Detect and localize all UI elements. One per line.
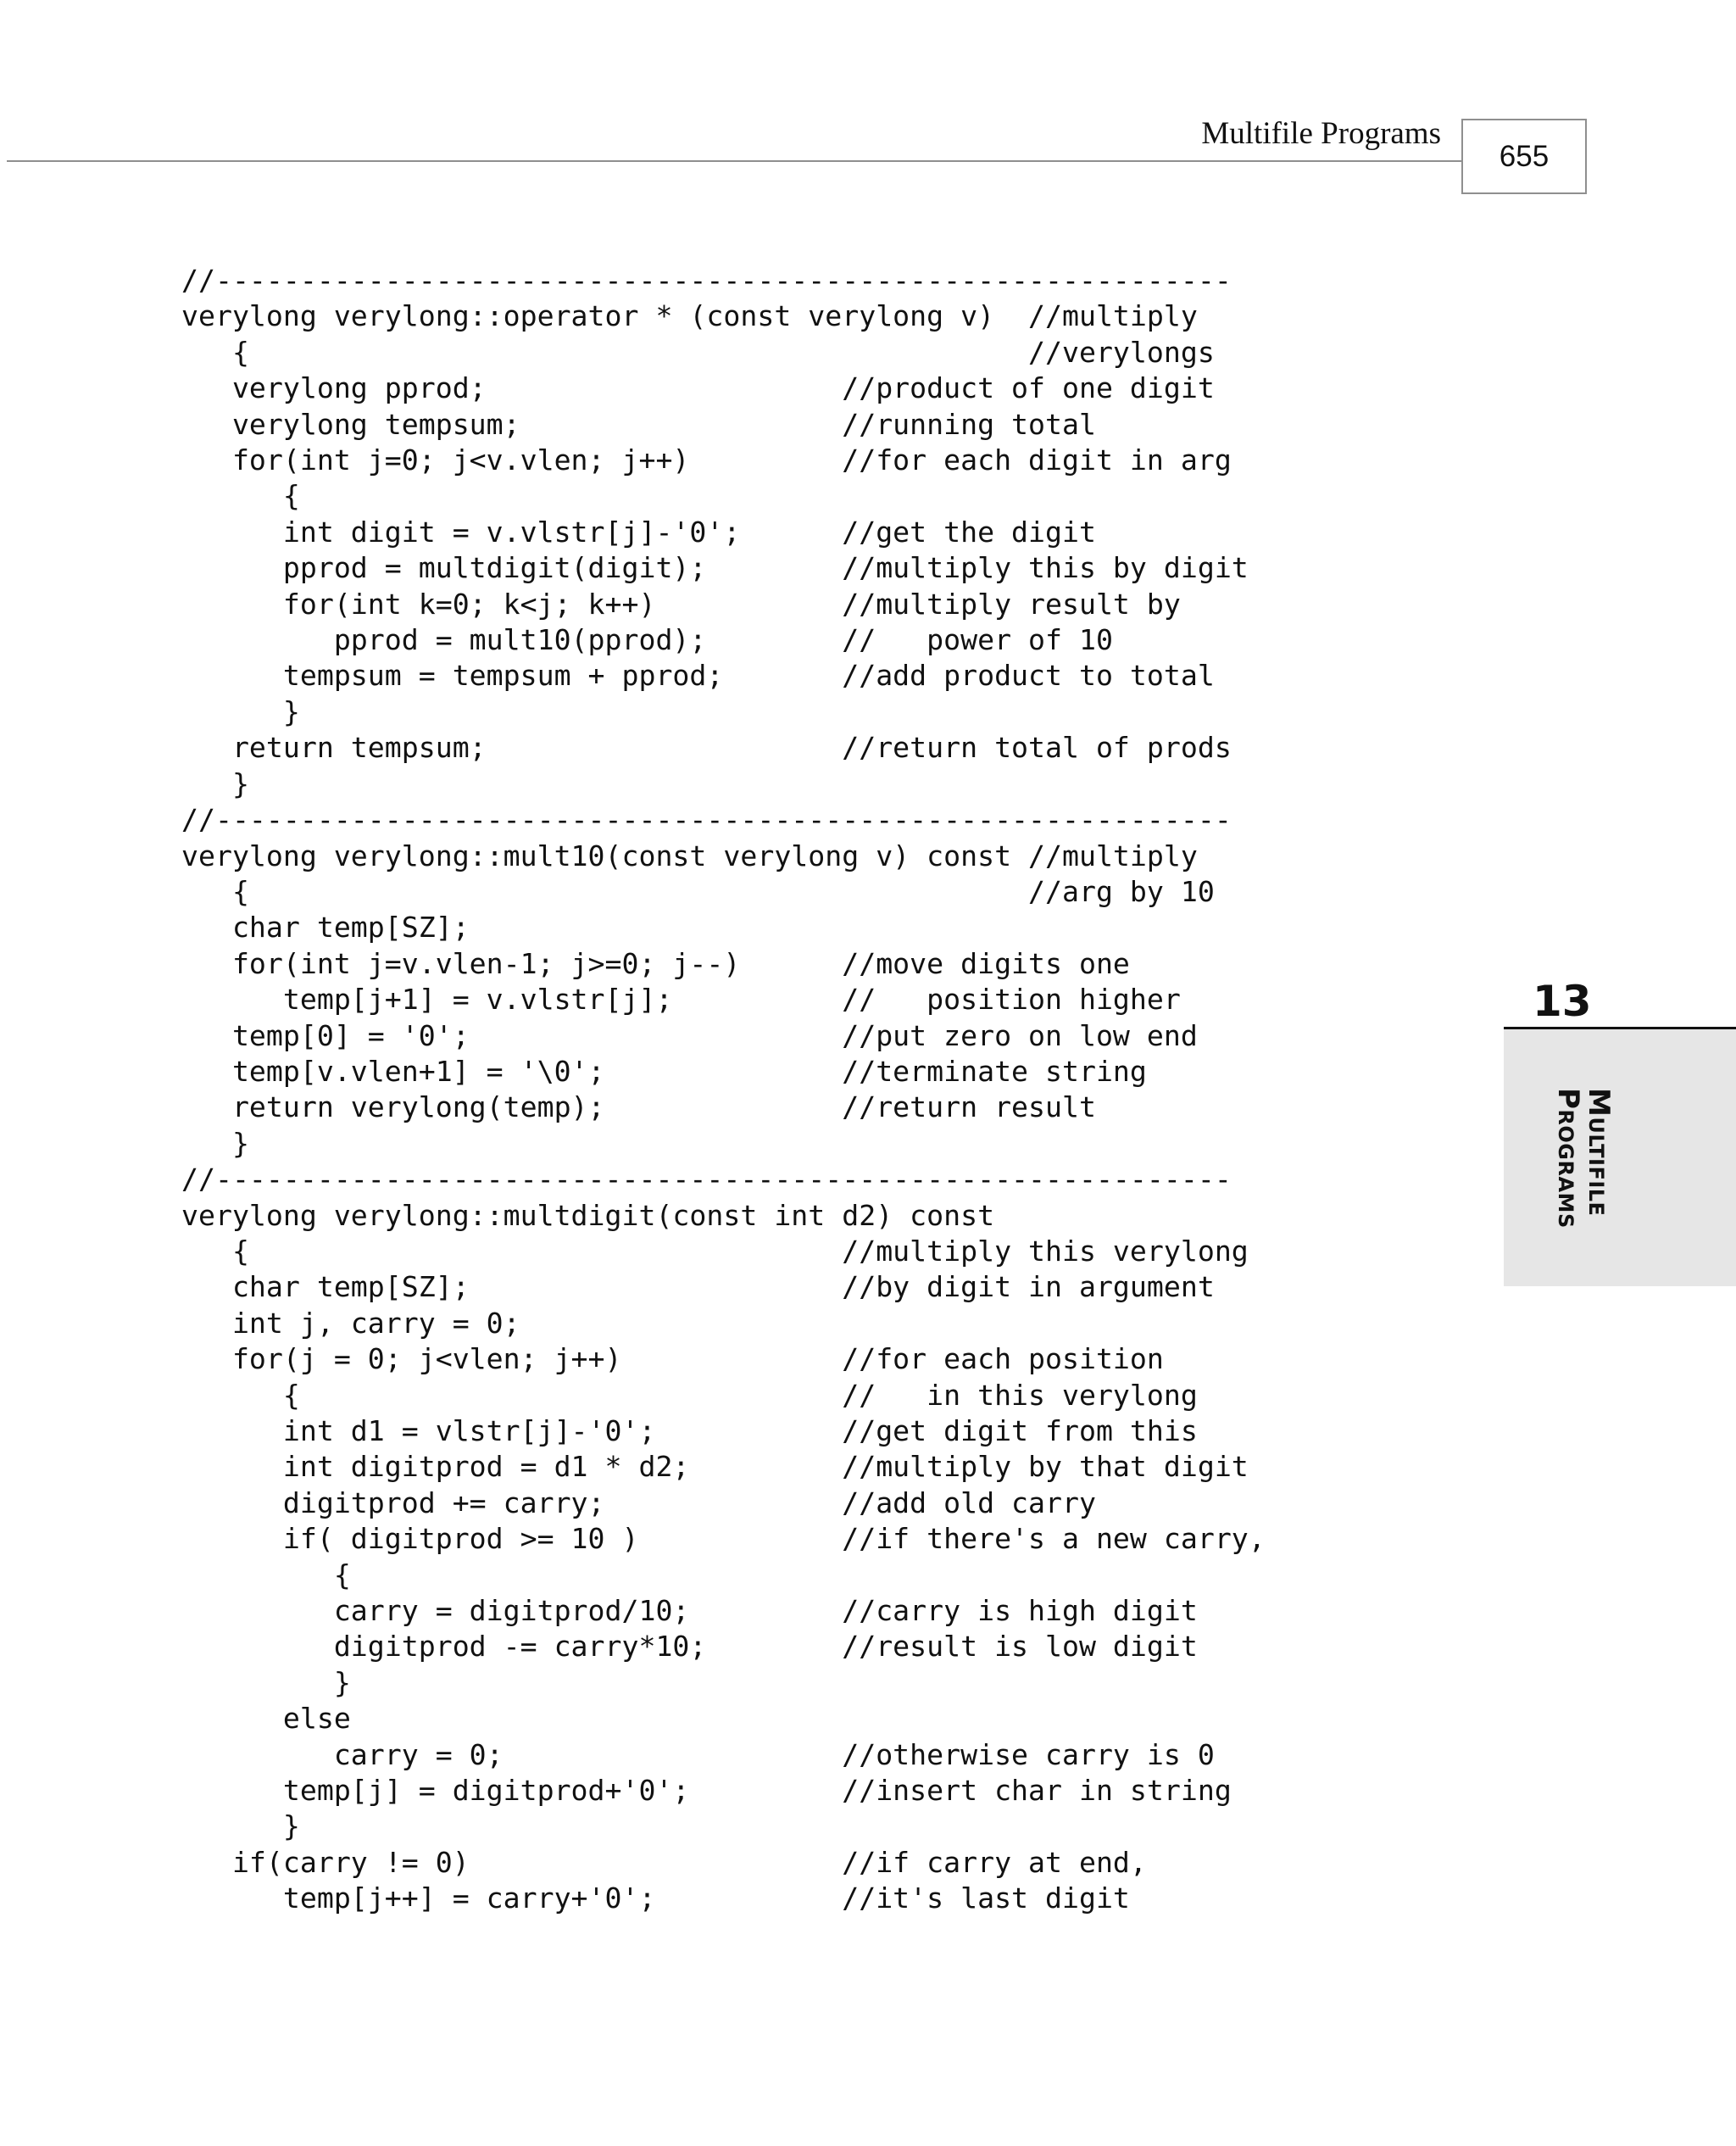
code-line: carry = digitprod/10; //carry is high digit: [181, 1594, 1198, 1628]
code-line: pprod = multdigit(digit); //multiply this by digit: [181, 551, 1249, 585]
page-number: 655: [1461, 119, 1587, 194]
code-line: for(int k=0; k<j; k++) //multiply result by: [181, 587, 1181, 621]
code-line: }: [181, 766, 249, 800]
code-listing: [181, 263, 1266, 1917]
code-line: pprod = mult10(pprod); // power of 10: [181, 623, 1113, 657]
code-line: else: [181, 1702, 351, 1736]
code-line: { //multiply this verylong: [181, 1234, 1249, 1268]
code-line: temp[v.vlen+1] = '\0'; //terminate string: [181, 1054, 1147, 1088]
code-line: { //verylongs: [181, 335, 1215, 369]
code-line: { //arg by 10: [181, 874, 1215, 908]
code-line: {: [181, 1558, 351, 1591]
code-line: for(j = 0; j<vlen; j++) //for each position: [181, 1342, 1164, 1376]
code-line: {: [181, 479, 300, 513]
chapter-tab-title: [1553, 1088, 1614, 1240]
chapter-tab: [1504, 1029, 1736, 1286]
chapter-tab-title-line1: Multifile: [1582, 1088, 1616, 1217]
code-line: temp[j+1] = v.vlstr[j]; // position higher: [181, 983, 1181, 1017]
code-line: //------------------------------------------------------------: [181, 264, 1232, 297]
code-line: //------------------------------------------------------------: [181, 803, 1232, 837]
code-line: { // in this verylong: [181, 1378, 1198, 1412]
code-line: verylong pprod; //product of one digit: [181, 371, 1215, 405]
code-line: for(int j=v.vlen-1; j>=0; j--) //move digits one: [181, 946, 1130, 980]
chapter-number: 13: [1533, 977, 1592, 1026]
code-line: }: [181, 694, 300, 728]
code-line: int d1 = vlstr[j]-'0'; //get digit from this: [181, 1414, 1198, 1447]
code-line: verylong tempsum; //running total: [181, 407, 1096, 441]
code-line: digitprod -= carry*10; //result is low digit: [181, 1630, 1198, 1664]
code-line: int digitprod = d1 * d2; //multiply by that digit: [181, 1450, 1249, 1484]
code-line: return verylong(temp); //return result: [181, 1090, 1096, 1124]
code-line: }: [181, 1665, 351, 1699]
running-head-title: Multifile Programs: [1201, 116, 1441, 151]
code-line: temp[j] = digitprod+'0'; //insert char in string: [181, 1774, 1232, 1808]
chapter-tab-title-line2: Programs: [1551, 1088, 1585, 1229]
code-line: if( digitprod >= 10 ) //if there's a new carry,: [181, 1522, 1266, 1556]
code-line: if(carry != 0) //if carry at end,: [181, 1845, 1147, 1879]
code-line: temp[j++] = carry+'0'; //it's last digit: [181, 1881, 1130, 1915]
code-line: char temp[SZ];: [181, 911, 470, 945]
code-line: int j, carry = 0;: [181, 1306, 520, 1340]
code-line: char temp[SZ]; //by digit in argument: [181, 1270, 1215, 1304]
code-line: verylong verylong::operator * (const verylong v) //multiply: [181, 299, 1198, 333]
code-line: //------------------------------------------------------------: [181, 1162, 1232, 1196]
code-line: verylong verylong::multdigit(const int d2) const: [181, 1198, 995, 1232]
header-rule: [7, 160, 1461, 162]
code-line: tempsum = tempsum + pprod; //add product to total: [181, 659, 1215, 693]
code-line: verylong verylong::mult10(const verylong v) const //multiply: [181, 839, 1198, 872]
code-line: }: [181, 1126, 249, 1160]
code-line: int digit = v.vlstr[j]-'0'; //get the digit: [181, 515, 1096, 549]
code-line: return tempsum; //return total of prods: [181, 731, 1232, 765]
code-line: }: [181, 1809, 300, 1843]
code-line: digitprod += carry; //add old carry: [181, 1485, 1096, 1519]
code-line: for(int j=0; j<v.vlen; j++) //for each digit in arg: [181, 443, 1232, 477]
code-line: carry = 0; //otherwise carry is 0: [181, 1737, 1215, 1771]
code-line: temp[0] = '0'; //put zero on low end: [181, 1018, 1198, 1052]
